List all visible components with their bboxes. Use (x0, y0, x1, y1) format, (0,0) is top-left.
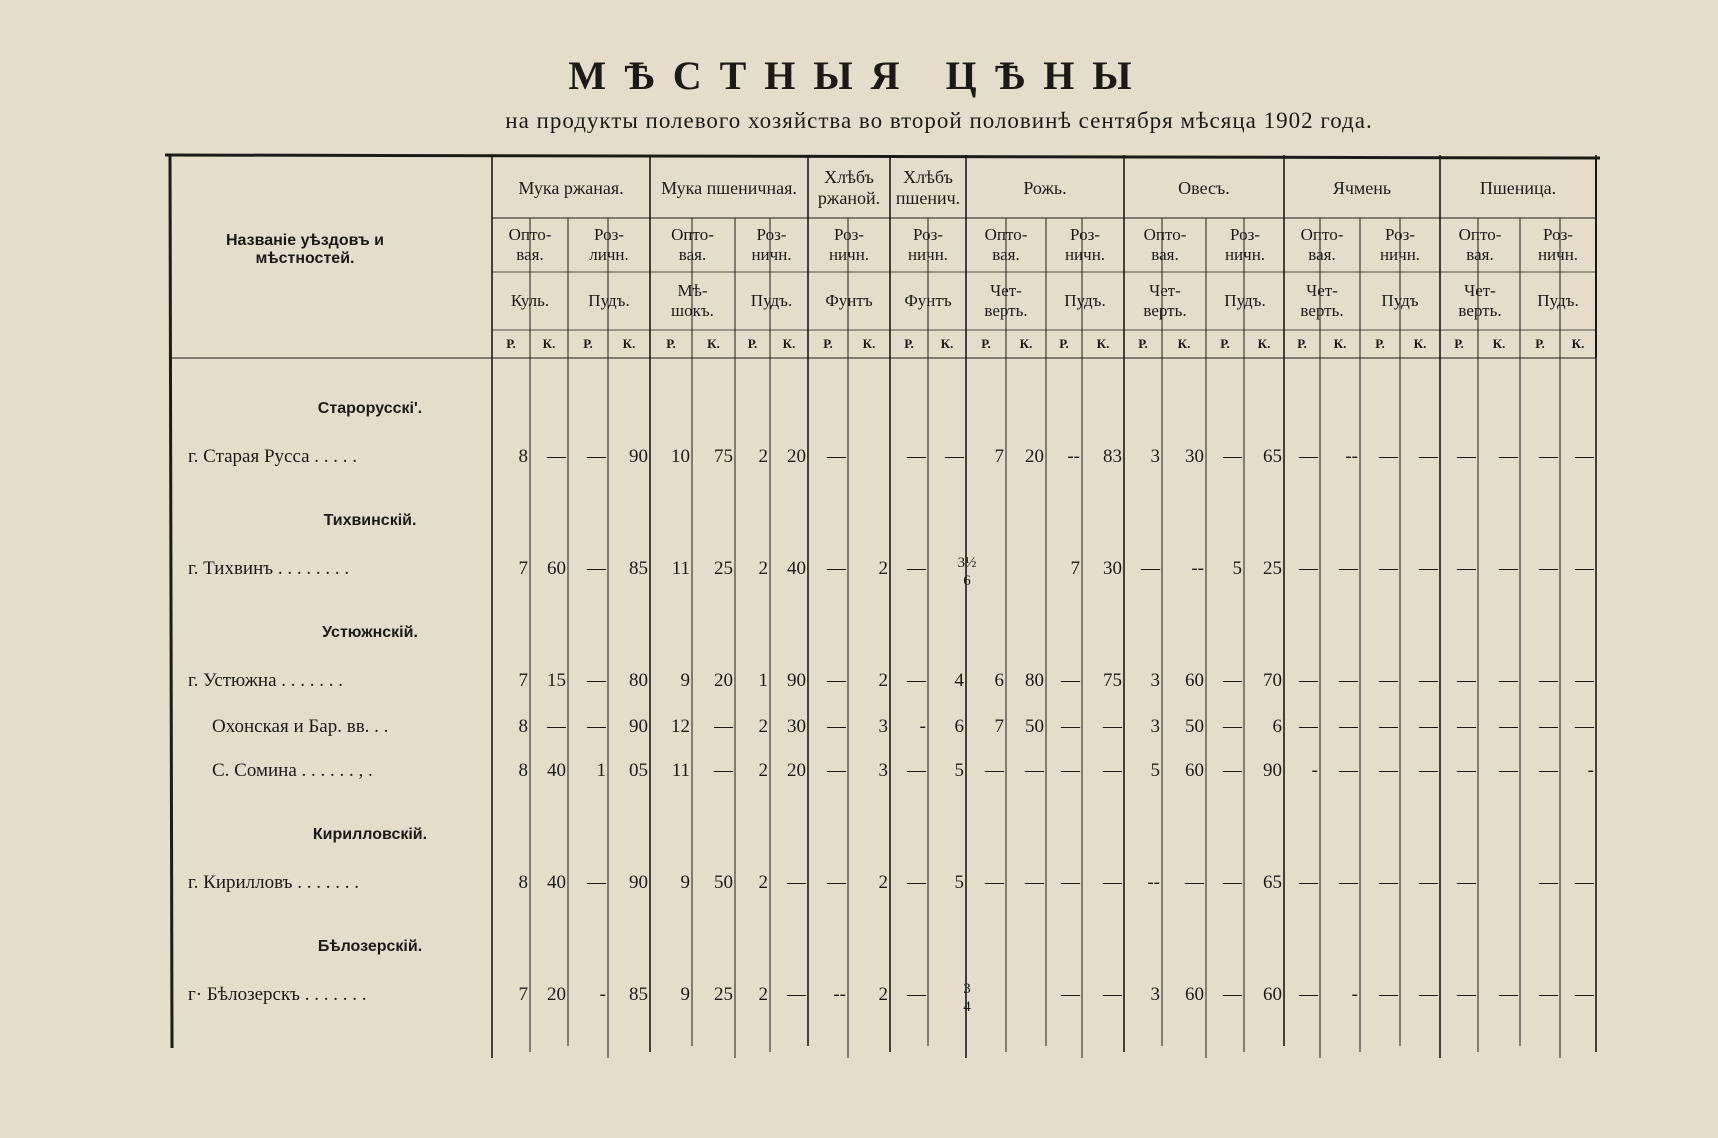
price-cell: 1 (596, 760, 606, 781)
price-cell: — (1103, 984, 1122, 1005)
kopecks-header: К. (1492, 335, 1506, 351)
price-cell: 30 (787, 716, 806, 737)
unit-header: Чет- верть. (1300, 281, 1344, 320)
price-cell: — (1539, 558, 1558, 579)
price-cell: — (1379, 760, 1398, 781)
price-cell: — (1499, 760, 1518, 781)
price-cell: — (1061, 984, 1080, 1005)
price-cell: — (907, 558, 926, 579)
price-cell: — (1457, 984, 1476, 1005)
unit-header: Пудъ. (588, 291, 630, 311)
price-cell: — (1223, 872, 1242, 893)
price-cell: — (587, 716, 606, 737)
price-cell: — (1379, 446, 1398, 467)
price-cell: 50 (1185, 716, 1204, 737)
price-cell: — (1539, 872, 1558, 893)
price-cell: - (919, 716, 926, 737)
price-cell: 80 (1025, 670, 1044, 691)
price-cell: — (1103, 760, 1122, 781)
price-cell: — (1575, 984, 1594, 1005)
place-name: г. Устюжна . . . . . . . (188, 670, 344, 691)
kopecks-header: К. (862, 335, 876, 351)
price-cell: — (1185, 872, 1204, 893)
unit-header: Пудъ. (1064, 291, 1106, 311)
district-name: Тихвинскій. (323, 512, 417, 529)
price-cell: 85 (629, 984, 648, 1005)
price-cell: — (827, 558, 846, 579)
price-cell: 90 (787, 670, 806, 691)
price-cell: — (1575, 716, 1594, 737)
group-header: Мука пшеничная. (661, 177, 797, 198)
price-cell: 2 (758, 446, 768, 467)
kopecks-header: К. (1333, 335, 1347, 351)
kopecks-header: К. (1571, 335, 1585, 351)
price-cell: 3 (1150, 984, 1160, 1005)
place-name: С. Сомина . . . . . . , . (212, 760, 373, 781)
price-cell: — (1061, 760, 1080, 781)
price-cell: 8 (518, 716, 528, 737)
kopecks-header: К. (1413, 335, 1427, 351)
price-cell: 7 (518, 984, 528, 1005)
price-cell: 5 (1232, 558, 1242, 579)
price-cell: -- (1147, 872, 1160, 893)
sub-header: Роз- ничн. (1064, 225, 1106, 264)
sub-header: Опто- вая. (1458, 225, 1502, 264)
rubles-header: Р. (904, 335, 914, 351)
price-cell: — (1499, 984, 1518, 1005)
unit-header: Пудъ (1381, 291, 1419, 311)
sub-header: Опто- вая. (1300, 225, 1344, 264)
price-cell: — (907, 670, 926, 691)
place-name: г. Кирилловъ . . . . . . . (188, 872, 359, 893)
price-cell: 3 4 (963, 981, 971, 1015)
price-cell: 6 (954, 716, 964, 737)
price-cell: 2 (758, 760, 768, 781)
price-cell: 11 (671, 558, 690, 579)
price-cell: 83 (1103, 446, 1122, 467)
price-cell: 6 (994, 670, 1004, 691)
price-cell: — (1457, 446, 1476, 467)
price-cell: 90 (1263, 760, 1282, 781)
price-cell: -- (833, 984, 846, 1005)
price-cell: 1 (758, 670, 768, 691)
price-cell: 60 (1185, 760, 1204, 781)
kopecks-header: К. (940, 335, 954, 351)
price-cell: 40 (547, 760, 566, 781)
rubles-header: Р. (747, 335, 758, 351)
price-cell: 2 (758, 558, 768, 579)
price-cell: 90 (629, 446, 648, 467)
price-cell: — (1299, 872, 1318, 893)
district-name: Старорусскі'. (317, 400, 423, 417)
price-cell: 90 (629, 872, 648, 893)
price-cell: 60 (547, 558, 566, 579)
price-cell: 10 (671, 446, 690, 467)
price-cell: 85 (629, 558, 648, 579)
sub-header: Роз- ничн. (907, 225, 949, 264)
rubles-header: Р. (1535, 335, 1545, 351)
group-header: Овесъ. (1178, 177, 1230, 198)
kopecks-header: К. (1019, 335, 1033, 351)
unit-header: Пудъ. (1537, 291, 1579, 311)
price-cell: 65 (1263, 872, 1282, 893)
price-cell: — (1339, 872, 1358, 893)
price-cell: — (1061, 872, 1080, 893)
price-cell: — (1539, 670, 1558, 691)
price-cell: — (1419, 716, 1438, 737)
price-cell: 20 (1025, 446, 1044, 467)
place-name: Охонская и Бар. вв. . . (212, 716, 389, 737)
price-cell: — (587, 670, 606, 691)
price-cell: — (1379, 558, 1398, 579)
kopecks-header: К. (542, 335, 556, 351)
price-cell: 11 (671, 760, 690, 781)
price-cell: 90 (629, 716, 648, 737)
rubles-header: Р. (583, 335, 593, 351)
price-cell: — (1223, 716, 1242, 737)
price-cell: 25 (714, 984, 733, 1005)
price-cell: - (1311, 760, 1318, 781)
price-cell: 3 (1150, 716, 1160, 737)
sub-header: Роз- личн. (589, 225, 629, 264)
price-cell: — (1419, 558, 1438, 579)
price-cell: 25 (714, 558, 733, 579)
price-cell: — (985, 760, 1004, 781)
price-cell: 15 (547, 670, 566, 691)
price-cell: 20 (787, 760, 806, 781)
kopecks-header: К. (1177, 335, 1191, 351)
price-cell: — (1061, 670, 1080, 691)
price-cell: 60 (1185, 984, 1204, 1005)
price-cell: — (1419, 760, 1438, 781)
sub-header: Роз- ничн. (1224, 225, 1266, 264)
price-cell: — (907, 984, 926, 1005)
price-cell: — (1457, 760, 1476, 781)
price-cell: 40 (787, 558, 806, 579)
price-cell: — (1499, 446, 1518, 467)
price-cell: — (1539, 984, 1558, 1005)
price-cell: — (1499, 716, 1518, 737)
price-cell: — (1339, 716, 1358, 737)
price-cell: — (714, 716, 733, 737)
price-cell: 8 (518, 760, 528, 781)
name-column-header: Названіе уѣздовъ и мѣстностей. (226, 231, 384, 267)
price-cell: 70 (1263, 670, 1282, 691)
price-cell: — (1339, 558, 1358, 579)
price-cell: -- (1345, 446, 1358, 467)
price-cell: 3½ 6 (957, 555, 977, 589)
unit-header: Фунтъ (904, 291, 952, 311)
rubles-header: Р. (1297, 335, 1307, 351)
unit-header: Фунтъ (825, 291, 873, 311)
price-cell: 3 (878, 760, 888, 781)
price-cell: 9 (680, 670, 690, 691)
kopecks-header: К. (1096, 335, 1110, 351)
sub-header: Роз- ничн. (751, 225, 792, 264)
price-cell: — (1339, 760, 1358, 781)
price-cell: — (907, 872, 926, 893)
price-cell: 5 (954, 760, 964, 781)
price-cell: — (1457, 558, 1476, 579)
price-cell: 05 (629, 760, 648, 781)
price-cell: — (827, 670, 846, 691)
price-cell: 50 (1025, 716, 1044, 737)
price-cell: — (1223, 760, 1242, 781)
price-cell: — (1457, 670, 1476, 691)
price-cell: — (1457, 716, 1476, 737)
price-cell: 12 (671, 716, 690, 737)
price-cell: 7 (994, 716, 1004, 737)
price-cell: — (907, 760, 926, 781)
price-cell: — (587, 446, 606, 467)
price-cell: 60 (1263, 984, 1282, 1005)
price-cell: — (1339, 670, 1358, 691)
group-header: Пшеница. (1479, 177, 1557, 198)
price-cell: — (827, 872, 846, 893)
sub-header: Роз- ничн. (1537, 225, 1579, 264)
sub-header: Опто- вая. (508, 225, 552, 264)
price-cell: — (1025, 872, 1044, 893)
group-header: Рожь. (1023, 177, 1067, 198)
district-name: Устюжнскій. (322, 624, 418, 641)
rubles-header: Р. (1059, 335, 1069, 351)
price-cell: 2 (878, 670, 888, 691)
price-cell: 3 (1150, 446, 1160, 467)
rubles-header: Р. (1375, 335, 1385, 351)
price-cell: — (1539, 760, 1558, 781)
price-cell: 3 (878, 716, 888, 737)
price-cell: — (1103, 716, 1122, 737)
sub-header: Роз- ничн. (828, 225, 870, 264)
kopecks-header: К. (1257, 335, 1271, 351)
price-cell: — (1141, 558, 1160, 579)
price-cell: — (1299, 446, 1318, 467)
price-cell: 2 (758, 984, 768, 1005)
price-cell: — (1379, 716, 1398, 737)
price-cell: — (1103, 872, 1122, 893)
price-cell: 20 (787, 446, 806, 467)
sub-header: Опто- вая. (671, 225, 714, 264)
price-cell: 2 (878, 984, 888, 1005)
price-cell: 40 (547, 872, 566, 893)
price-cell: 25 (1263, 558, 1282, 579)
price-cell: 75 (1103, 670, 1122, 691)
price-cell: 6 (1272, 716, 1282, 737)
price-cell: — (1539, 446, 1558, 467)
price-cell: — (1299, 670, 1318, 691)
price-cell: 7 (1070, 558, 1080, 579)
price-cell: — (787, 984, 806, 1005)
district-name: Кирилловскій. (312, 826, 428, 843)
unit-header: Мѣ- шокъ. (671, 281, 714, 320)
price-cell: — (1223, 446, 1242, 467)
page-title: МѢСТНЫЯ ЦѢНЫ (568, 53, 1150, 98)
price-cell: 5 (954, 872, 964, 893)
rubles-header: Р. (506, 335, 516, 351)
price-cell: 7 (518, 558, 528, 579)
sub-header: Опто- вая. (1143, 225, 1187, 264)
price-cell: — (1457, 872, 1476, 893)
price-cell: — (547, 446, 566, 467)
price-cell: — (587, 872, 606, 893)
kopecks-header: К. (782, 335, 796, 351)
sub-header: Опто- вая. (984, 225, 1028, 264)
price-cell: — (1575, 670, 1594, 691)
price-cell: 60 (1185, 670, 1204, 691)
price-cell: — (1299, 716, 1318, 737)
price-cell: — (1419, 984, 1438, 1005)
price-cell: — (787, 872, 806, 893)
place-name: г. Тихвинъ . . . . . . . . (188, 558, 350, 579)
unit-header: Куль. (510, 291, 550, 311)
price-cell: 5 (1150, 760, 1160, 781)
table-left-rule (170, 155, 172, 1048)
price-cell: 65 (1263, 446, 1282, 467)
sub-header: Роз- ничн. (1379, 225, 1421, 264)
price-cell: — (1575, 558, 1594, 579)
unit-header: Чет- верть. (1458, 281, 1502, 320)
rubles-header: Р. (1454, 335, 1464, 351)
price-cell: 50 (714, 872, 733, 893)
price-cell: — (1379, 872, 1398, 893)
group-header: Хлѣбъ ржаной. (817, 167, 881, 208)
rubles-header: Р. (1220, 335, 1230, 351)
table-top-rule (165, 155, 1600, 158)
price-cell: — (827, 760, 846, 781)
price-cell: — (1419, 446, 1438, 467)
price-cell: — (1539, 716, 1558, 737)
price-cell: — (1299, 984, 1318, 1005)
price-cell: — (1299, 558, 1318, 579)
price-cell: 3 (1150, 670, 1160, 691)
price-cell: — (587, 558, 606, 579)
price-cell: 30 (1185, 446, 1204, 467)
price-cell: 7 (518, 670, 528, 691)
price-cell: -- (1191, 558, 1204, 579)
price-cell: — (945, 446, 964, 467)
price-cell: — (1419, 670, 1438, 691)
price-cell: — (1379, 670, 1398, 691)
place-name: г. Старая Русса . . . . . (188, 446, 358, 467)
price-cell: 20 (547, 984, 566, 1005)
price-cell: — (1379, 984, 1398, 1005)
kopecks-header: К. (622, 335, 636, 351)
place-name: г· Бѣлозерскъ . . . . . . . (188, 984, 367, 1005)
price-cell: 2 (878, 872, 888, 893)
unit-header: Чет- верть. (1143, 281, 1187, 320)
price-cell: 30 (1103, 558, 1122, 579)
price-cell: 4 (954, 670, 964, 691)
price-cell: 80 (629, 670, 648, 691)
price-cell: — (827, 716, 846, 737)
price-cell: 9 (680, 872, 690, 893)
price-cell: 2 (758, 872, 768, 893)
price-cell: — (1025, 760, 1044, 781)
price-cell: — (547, 716, 566, 737)
price-cell: 2 (878, 558, 888, 579)
group-header: Ячмень (1332, 177, 1392, 198)
price-cell: — (1419, 872, 1438, 893)
unit-header: Пудъ. (750, 291, 793, 311)
price-cell: — (1575, 872, 1594, 893)
unit-header: Пудъ. (1224, 291, 1266, 311)
price-cell: 8 (518, 872, 528, 893)
price-cell: 75 (714, 446, 733, 467)
price-cell: — (1499, 558, 1518, 579)
group-header: Хлѣбъ пшенич. (895, 167, 961, 208)
rubles-header: Р. (666, 335, 676, 351)
price-cell: 20 (714, 670, 733, 691)
page-subtitle: на продукты полевого хозяйства во второй половинѣ сентября мѣсяца 1902 года. (505, 108, 1373, 133)
price-cell: - (599, 984, 606, 1005)
rubles-header: Р. (981, 335, 991, 351)
price-cell: — (985, 872, 1004, 893)
price-cell: — (1499, 670, 1518, 691)
unit-header: Чет- верть. (984, 281, 1028, 320)
price-cell: — (1223, 670, 1242, 691)
price-cell: — (907, 446, 926, 467)
price-cell: — (1223, 984, 1242, 1005)
group-header: Мука ржаная. (518, 177, 624, 198)
price-cell: — (827, 446, 846, 467)
kopecks-header: К. (707, 335, 720, 351)
price-cell: — (714, 760, 733, 781)
price-cell: 8 (518, 446, 528, 467)
price-cell: 9 (680, 984, 690, 1005)
rubles-header: Р. (1138, 335, 1148, 351)
price-cell: - (1587, 760, 1594, 781)
rubles-header: Р. (823, 335, 833, 351)
price-cell: — (1061, 716, 1080, 737)
price-cell: 2 (758, 716, 768, 737)
price-cell: — (1575, 446, 1594, 467)
price-cell: - (1351, 984, 1358, 1005)
price-cell: 7 (994, 446, 1004, 467)
district-name: Бѣлозерскій. (317, 938, 423, 955)
price-cell: -- (1067, 446, 1080, 467)
